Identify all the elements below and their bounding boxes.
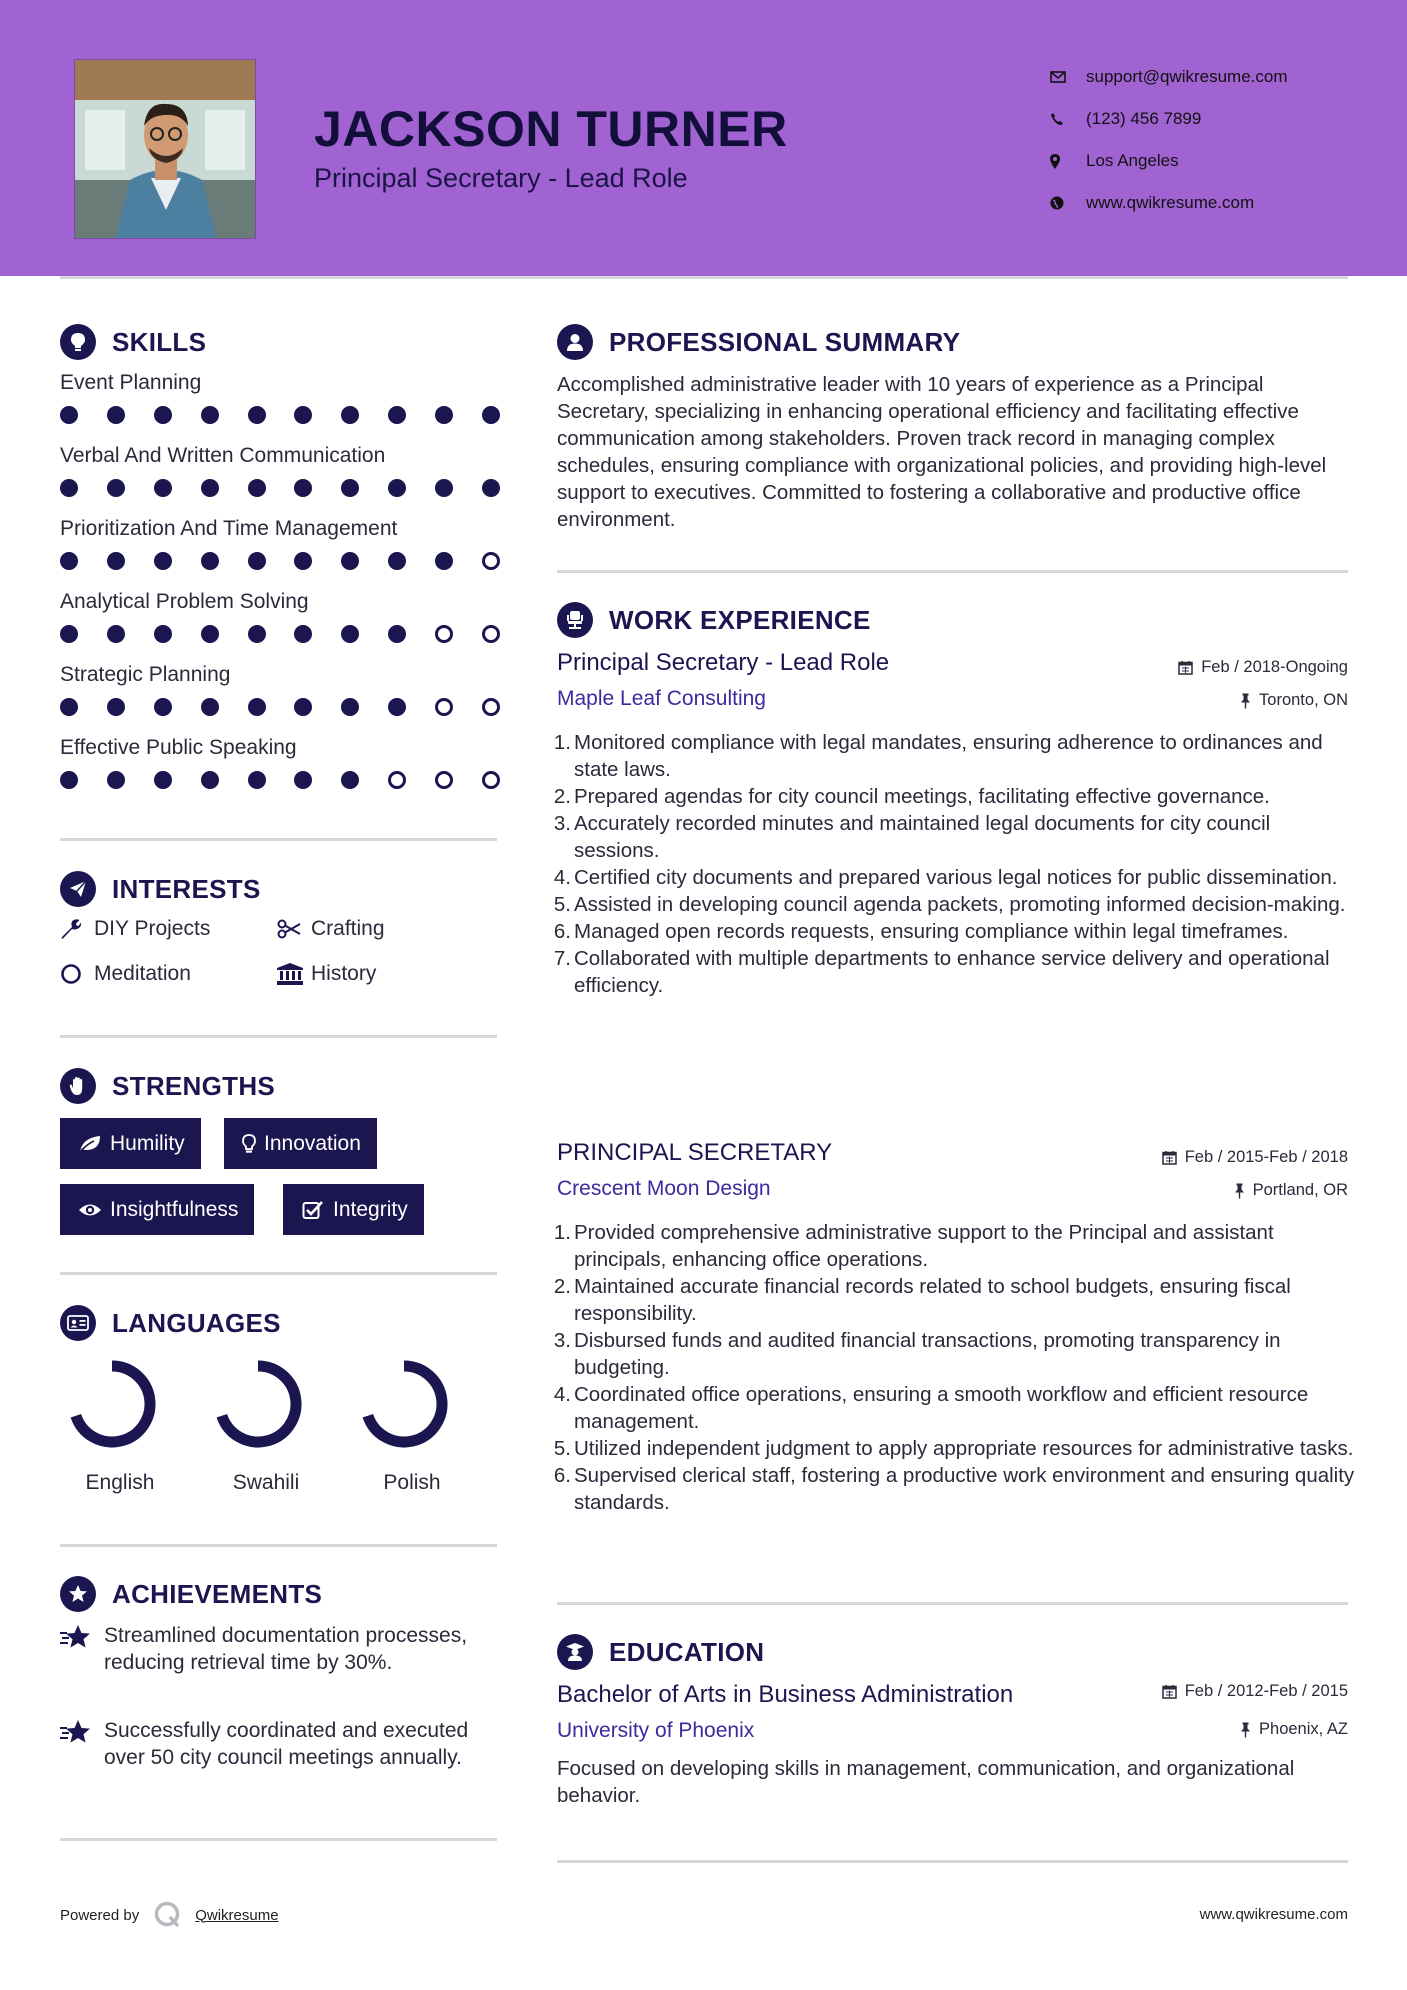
achievement-item bbox=[60, 1622, 500, 1676]
bullet-number: 3. bbox=[553, 1329, 571, 1352]
rating-dot-filled bbox=[201, 771, 219, 789]
bullet-item bbox=[553, 1381, 1357, 1435]
achievements-title: ACHIEVEMENTS bbox=[112, 1578, 323, 1609]
job-location bbox=[1240, 691, 1348, 710]
bullet-item bbox=[553, 1435, 1357, 1462]
strengths-divider bbox=[60, 1272, 497, 1275]
skill-item bbox=[60, 371, 500, 424]
phone-icon bbox=[1050, 112, 1086, 126]
skill-name: Effective Public Speaking bbox=[60, 736, 297, 759]
rating-dot-filled bbox=[341, 552, 359, 570]
rating-dot-filled bbox=[201, 552, 219, 570]
language-gauge-arc bbox=[76, 1366, 150, 1442]
rating-dot-filled bbox=[435, 552, 453, 570]
calendar-icon bbox=[1178, 660, 1193, 675]
bullet-text: Prepared agendas for city council meetings, facilitating effective governance. bbox=[574, 785, 1270, 808]
rating-dot-filled bbox=[154, 479, 172, 497]
bullet-text: Disbursed funds and audited financial transactions, promoting transparency in budgeting. bbox=[574, 1329, 1281, 1379]
bullet-number: 3. bbox=[553, 812, 571, 835]
rating-dot-empty bbox=[482, 552, 500, 570]
summary-divider bbox=[557, 570, 1348, 573]
achievement-text: Successfully coordinated and executed over 50 city council meetings annually. bbox=[104, 1719, 469, 1769]
job-title: PRINCIPAL SECRETARY bbox=[557, 1139, 833, 1166]
job-dates bbox=[1178, 658, 1348, 677]
bullet-item bbox=[553, 729, 1357, 783]
languages-title: LANGUAGES bbox=[112, 1307, 281, 1338]
circle-icon bbox=[60, 963, 94, 985]
contact-phone-text: (123) 456 7899 bbox=[1086, 109, 1202, 128]
rating-dot-filled bbox=[154, 406, 172, 424]
language-gauge bbox=[352, 1356, 472, 1452]
pushpin-icon bbox=[1234, 1183, 1245, 1199]
rating-dot-filled bbox=[60, 625, 78, 643]
bullet-number: 4. bbox=[553, 1383, 571, 1406]
rating-dot-filled bbox=[435, 406, 453, 424]
bullet-item bbox=[553, 918, 1357, 945]
contact-list bbox=[1050, 56, 1288, 224]
bullet-number: 2. bbox=[553, 1275, 571, 1298]
bullet-number: 6. bbox=[553, 1464, 571, 1487]
achievement-text: Streamlined documentation processes, reducing retrieval time by 30%. bbox=[104, 1624, 468, 1674]
leaf-icon bbox=[72, 1134, 108, 1154]
contact-email bbox=[1050, 56, 1288, 98]
checkbox-icon bbox=[295, 1200, 331, 1220]
interest-label: Meditation bbox=[94, 962, 191, 985]
rating-dot-filled bbox=[388, 479, 406, 497]
job-bullets bbox=[553, 1219, 1357, 1516]
job-company: Crescent Moon Design bbox=[557, 1177, 771, 1200]
hand-icon bbox=[60, 1068, 96, 1104]
languages-heading bbox=[60, 1305, 281, 1341]
bullet-number: 1. bbox=[553, 1221, 571, 1244]
rating-dot-filled bbox=[107, 771, 125, 789]
skill-item bbox=[60, 444, 500, 497]
envelope-icon bbox=[1050, 71, 1086, 83]
achievements-divider bbox=[60, 1838, 497, 1841]
bullet-text: Supervised clerical staff, fostering a productive work environment and ensuring quality standards. bbox=[574, 1464, 1355, 1514]
contact-email-text[interactable]: support@qwikresume.com bbox=[1086, 67, 1288, 86]
rating-dot-filled bbox=[341, 698, 359, 716]
resume-header bbox=[0, 0, 1407, 276]
job-location-text: Toronto, ON bbox=[1259, 691, 1348, 709]
bullet-text: Assisted in developing council agenda packets, promoting informed decision-making. bbox=[574, 893, 1346, 916]
rating-dot-filled bbox=[107, 479, 125, 497]
rating-dot-filled bbox=[294, 771, 312, 789]
summary-heading bbox=[557, 324, 960, 360]
rating-dot-filled bbox=[294, 625, 312, 643]
powered-by-label: Powered by bbox=[60, 1906, 140, 1924]
rating-dot-filled bbox=[248, 406, 266, 424]
education-location-text: Phoenix, AZ bbox=[1259, 1720, 1348, 1738]
language-gauge bbox=[206, 1356, 326, 1452]
skill-rating bbox=[60, 698, 500, 716]
pushpin-icon bbox=[1240, 1722, 1251, 1738]
rating-dot-empty bbox=[388, 771, 406, 789]
rating-dot-filled bbox=[60, 406, 78, 424]
bullet-text: Certified city documents and prepared various legal notices for public dissemination. bbox=[574, 866, 1338, 889]
bullet-text: Utilized independent judgment to apply appropriate resources for administrative tasks. bbox=[574, 1437, 1354, 1460]
experience-divider bbox=[557, 1602, 1348, 1605]
contact-website-text[interactable]: www.qwikresume.com bbox=[1086, 193, 1255, 212]
job-company: Maple Leaf Consulting bbox=[557, 687, 766, 710]
strength-badge bbox=[283, 1184, 424, 1235]
rating-dot-empty bbox=[482, 625, 500, 643]
rating-dot-filled bbox=[201, 698, 219, 716]
rating-dot-filled bbox=[388, 698, 406, 716]
bullet-number: 2. bbox=[553, 785, 571, 808]
brand-link[interactable]: Qwikresume bbox=[195, 1906, 279, 1924]
rating-dot-filled bbox=[154, 552, 172, 570]
lightbulb-icon bbox=[60, 324, 96, 360]
rating-dot-filled bbox=[294, 552, 312, 570]
bullet-item bbox=[553, 1462, 1357, 1516]
languages-divider bbox=[60, 1544, 497, 1547]
bullet-number: 1. bbox=[553, 731, 571, 754]
education-school: University of Phoenix bbox=[557, 1719, 755, 1742]
interest-item bbox=[277, 917, 385, 941]
rating-dot-filled bbox=[248, 625, 266, 643]
strengths-heading bbox=[60, 1068, 275, 1104]
rating-dot-filled bbox=[201, 625, 219, 643]
skill-rating bbox=[60, 625, 500, 643]
rating-dot-filled bbox=[341, 406, 359, 424]
job-dates bbox=[1162, 1148, 1348, 1167]
calendar-icon bbox=[1162, 1150, 1177, 1165]
language-gauge-arc bbox=[222, 1366, 296, 1442]
interests-divider bbox=[60, 1035, 497, 1038]
contact-phone bbox=[1050, 98, 1288, 140]
scissors-icon bbox=[277, 919, 311, 939]
calendar-icon bbox=[1162, 1684, 1177, 1699]
wrench-icon bbox=[60, 918, 94, 940]
rating-dot-filled bbox=[435, 479, 453, 497]
language-gauge bbox=[60, 1356, 180, 1452]
lightbulb-icon bbox=[236, 1134, 262, 1154]
bullet-item bbox=[553, 864, 1357, 891]
skill-rating bbox=[60, 771, 500, 789]
language-item bbox=[352, 1356, 472, 1495]
strength-label: Humility bbox=[110, 1131, 185, 1155]
skill-item bbox=[60, 663, 500, 716]
education-divider bbox=[557, 1860, 1348, 1863]
museum-icon bbox=[277, 963, 311, 985]
contact-website bbox=[1050, 182, 1288, 224]
interests-title: INTERESTS bbox=[112, 873, 261, 904]
skill-rating bbox=[60, 552, 500, 570]
skill-rating bbox=[60, 406, 500, 424]
bullet-text: Maintained accurate financial records related to school budgets, ensuring fiscal responsibility. bbox=[574, 1275, 1291, 1325]
profile-photo bbox=[74, 59, 256, 239]
map-pin-icon bbox=[1050, 154, 1086, 169]
user-icon bbox=[557, 324, 593, 360]
qwikresume-logo-icon bbox=[153, 1900, 183, 1930]
skills-heading bbox=[60, 324, 206, 360]
graduate-icon bbox=[557, 1634, 593, 1670]
globe-icon bbox=[1050, 196, 1086, 210]
strength-label: Insightfulness bbox=[110, 1197, 239, 1221]
skill-rating bbox=[60, 479, 500, 497]
strength-label: Innovation bbox=[264, 1131, 361, 1155]
education-description: Focused on developing skills in management, communication, and organizational behavior. bbox=[557, 1757, 1295, 1807]
rating-dot-filled bbox=[201, 406, 219, 424]
skill-item bbox=[60, 736, 500, 789]
star-icon bbox=[60, 1622, 104, 1676]
bullet-item bbox=[553, 891, 1357, 918]
rating-dot-filled bbox=[248, 698, 266, 716]
contact-location-text: Los Angeles bbox=[1086, 151, 1179, 170]
bullet-item bbox=[553, 1273, 1357, 1327]
interests-heading bbox=[60, 871, 261, 907]
rating-dot-empty bbox=[482, 771, 500, 789]
education-dates bbox=[1162, 1682, 1348, 1701]
interest-label: DIY Projects bbox=[94, 917, 211, 940]
rating-dot-filled bbox=[388, 552, 406, 570]
rating-dot-filled bbox=[60, 552, 78, 570]
candidate-name: JACKSON TURNER bbox=[314, 101, 788, 157]
rating-dot-filled bbox=[482, 479, 500, 497]
bullet-text: Collaborated with multiple departments to enhance service delivery and operational efficiency. bbox=[574, 947, 1330, 997]
education-degree: Bachelor of Arts in Business Administration bbox=[557, 1681, 1014, 1708]
contact-location bbox=[1050, 140, 1288, 182]
language-name: Swahili bbox=[232, 1471, 300, 1494]
eye-icon bbox=[72, 1202, 108, 1218]
job-bullets bbox=[553, 729, 1357, 999]
interest-label: Crafting bbox=[311, 917, 385, 940]
language-name: Polish bbox=[383, 1471, 441, 1494]
interest-item bbox=[277, 962, 376, 986]
achievement-item bbox=[60, 1717, 500, 1771]
rating-dot-filled bbox=[201, 479, 219, 497]
header-divider bbox=[60, 276, 1348, 279]
achievements-heading bbox=[60, 1576, 322, 1612]
rating-dot-filled bbox=[60, 479, 78, 497]
rating-dot-filled bbox=[388, 625, 406, 643]
candidate-title: Principal Secretary - Lead Role bbox=[314, 163, 688, 193]
language-item bbox=[206, 1356, 326, 1495]
language-gauge-arc bbox=[368, 1366, 442, 1442]
bullet-text: Managed open records requests, ensuring compliance within legal timeframes. bbox=[574, 920, 1289, 943]
skill-name: Event Planning bbox=[60, 371, 202, 394]
office-chair-icon bbox=[557, 602, 593, 638]
bullet-number: 5. bbox=[553, 1437, 571, 1460]
bullet-text: Monitored compliance with legal mandates, ensuring adherence to ordinances and state laws. bbox=[574, 731, 1323, 781]
rating-dot-empty bbox=[435, 698, 453, 716]
bullet-number: 4. bbox=[553, 866, 571, 889]
education-location bbox=[1240, 1720, 1348, 1739]
summary-title: PROFESSIONAL SUMMARY bbox=[609, 326, 961, 357]
skill-item bbox=[60, 590, 500, 643]
bullet-text: Provided comprehensive administrative support to the Principal and assistant principals, enhancing office operations. bbox=[574, 1221, 1274, 1271]
rating-dot-filled bbox=[294, 479, 312, 497]
rating-dot-filled bbox=[107, 406, 125, 424]
education-title: EDUCATION bbox=[609, 1636, 765, 1667]
strength-badge bbox=[224, 1118, 377, 1169]
bullet-number: 6. bbox=[553, 920, 571, 943]
strengths-title: STRENGTHS bbox=[112, 1070, 276, 1101]
star-icon bbox=[60, 1717, 104, 1771]
skill-name: Strategic Planning bbox=[60, 663, 231, 686]
star-badge-icon bbox=[60, 1576, 96, 1612]
skill-name: Verbal And Written Communication bbox=[60, 444, 386, 467]
skill-item bbox=[60, 517, 500, 570]
job-location bbox=[1234, 1181, 1348, 1200]
rating-dot-filled bbox=[107, 625, 125, 643]
rating-dot-filled bbox=[341, 771, 359, 789]
footer-powered-by bbox=[60, 1900, 279, 1930]
rating-dot-filled bbox=[248, 552, 266, 570]
rating-dot-filled bbox=[341, 625, 359, 643]
experience-title: WORK EXPERIENCE bbox=[609, 604, 871, 635]
skills-title: SKILLS bbox=[112, 326, 207, 357]
interest-item bbox=[60, 962, 191, 986]
job-dates-text: Feb / 2018-Ongoing bbox=[1201, 658, 1348, 676]
strength-label: Integrity bbox=[333, 1197, 408, 1221]
rating-dot-empty bbox=[435, 625, 453, 643]
rating-dot-filled bbox=[154, 698, 172, 716]
rating-dot-filled bbox=[154, 625, 172, 643]
rating-dot-filled bbox=[388, 406, 406, 424]
language-name: English bbox=[85, 1471, 155, 1494]
rating-dot-filled bbox=[294, 698, 312, 716]
footer-website[interactable]: www.qwikresume.com bbox=[1199, 1906, 1348, 1923]
bullet-item bbox=[553, 1219, 1357, 1273]
bullet-item bbox=[553, 945, 1357, 999]
rating-dot-filled bbox=[60, 698, 78, 716]
education-heading bbox=[557, 1634, 764, 1670]
bullet-number: 5. bbox=[553, 893, 571, 916]
interest-label: History bbox=[311, 962, 377, 985]
bullet-item bbox=[553, 1327, 1357, 1381]
pushpin-icon bbox=[1240, 693, 1251, 709]
rating-dot-empty bbox=[435, 771, 453, 789]
skill-name: Prioritization And Time Management bbox=[60, 517, 398, 540]
rating-dot-filled bbox=[482, 406, 500, 424]
strength-badge bbox=[60, 1118, 201, 1169]
bullet-number: 7. bbox=[553, 947, 571, 970]
rating-dot-empty bbox=[482, 698, 500, 716]
education-dates-text: Feb / 2012-Feb / 2015 bbox=[1184, 1682, 1348, 1700]
rating-dot-filled bbox=[248, 771, 266, 789]
rating-dot-filled bbox=[294, 406, 312, 424]
interest-item bbox=[60, 917, 210, 941]
bullet-text: Accurately recorded minutes and maintained legal documents for city council sessions. bbox=[574, 812, 1271, 862]
experience-heading bbox=[557, 602, 871, 638]
rating-dot-filled bbox=[248, 479, 266, 497]
job-dates-text: Feb / 2015-Feb / 2018 bbox=[1184, 1148, 1348, 1166]
id-card-icon bbox=[60, 1305, 96, 1341]
rating-dot-filled bbox=[154, 771, 172, 789]
rating-dot-filled bbox=[341, 479, 359, 497]
bullet-text: Coordinated office operations, ensuring a smooth workflow and efficient resource management. bbox=[574, 1383, 1309, 1433]
bullet-item bbox=[553, 783, 1357, 810]
strength-badge bbox=[60, 1184, 254, 1235]
rating-dot-filled bbox=[60, 771, 78, 789]
rating-dot-filled bbox=[107, 698, 125, 716]
paper-plane-icon bbox=[60, 871, 96, 907]
skill-name: Analytical Problem Solving bbox=[60, 590, 309, 613]
rating-dot-filled bbox=[107, 552, 125, 570]
job-location-text: Portland, OR bbox=[1252, 1181, 1348, 1199]
language-item bbox=[60, 1356, 180, 1495]
bullet-item bbox=[553, 810, 1357, 864]
summary-text: Accomplished administrative leader with 10 years of experience as a Principal Secretary, specializing in enhancing operational efficiency and facilitating effective communication among stakeholders. Proven track record in managing complex schedules, ensuring compliance with organizational policies, and providing high-level support to executives. Committed to fostering a collaborative and productive office environment. bbox=[557, 373, 1327, 531]
skills-divider bbox=[60, 838, 497, 841]
job-title: Principal Secretary - Lead Role bbox=[557, 649, 890, 676]
